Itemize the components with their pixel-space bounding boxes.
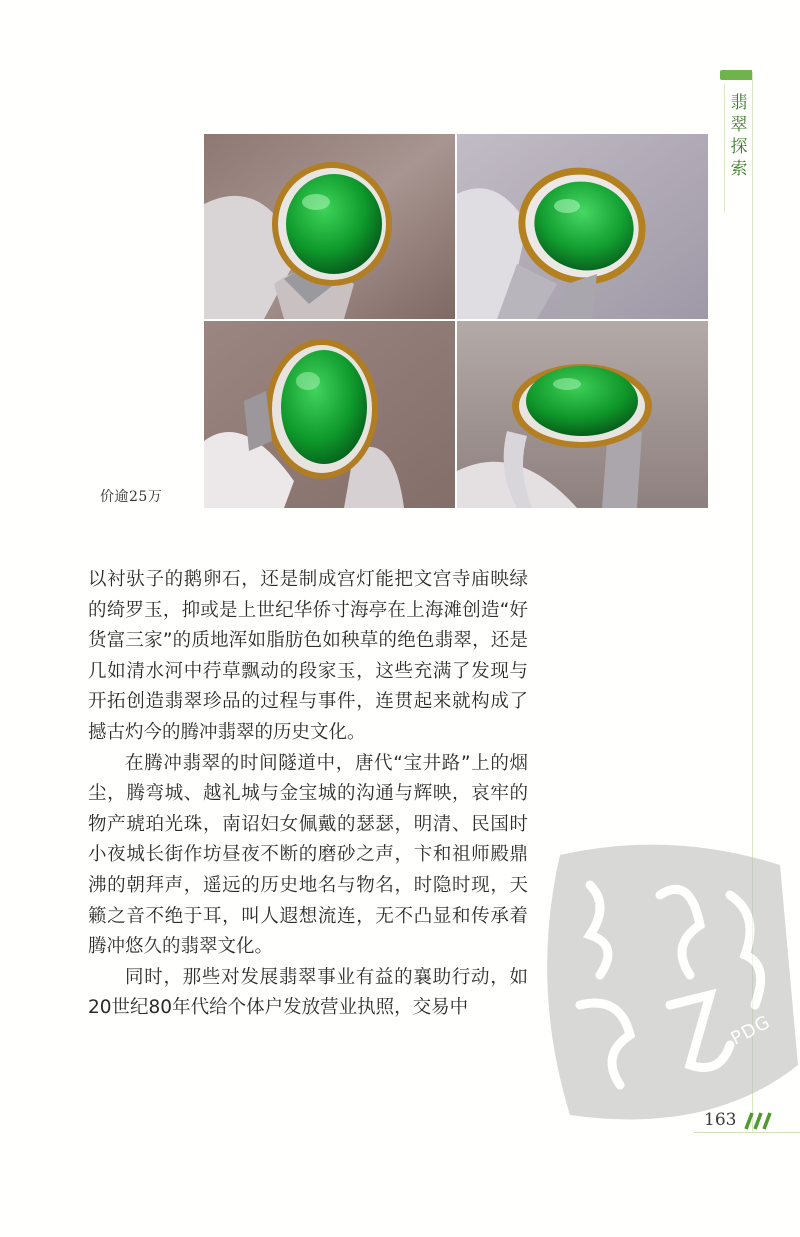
paragraph-3: 同时，那些对发展翡翠事业有益的襄助行动，如20世纪80年代给个体户发放营业执照，交易中 <box>88 966 528 1019</box>
jade-ring-photo-1 <box>204 134 455 319</box>
jade-ring-photo-4 <box>457 321 708 508</box>
body-text <box>88 565 528 1024</box>
section-tab-marker <box>720 70 752 80</box>
seal-stamp-watermark <box>530 835 800 1125</box>
footer-rule <box>694 1132 800 1133</box>
page-number: 163 <box>704 1110 737 1130</box>
jade-ring-photo-2 <box>457 134 708 319</box>
paragraph-2: 在腾冲翡翠的时间隧道中，唐代“宝井路”上的烟尘，腾弯城、越礼城与金宝城的沟通与辉映，哀牢的物产琥珀光珠，南诏妇女佩戴的瑟瑟，明清、民国时小夜城长街作坊昼夜不断的磨砂之声，卞和祖师殿鼎沸的朝拜声，遥远的历史地名与物名，时隐时现，天籁之音不绝于耳，叫人遐想流连，无不凸显和传承着腾冲悠久的翡翠文化。 <box>88 752 528 958</box>
jade-ring-photo-grid <box>204 134 706 506</box>
page-number-slashes <box>740 1112 774 1130</box>
figure-caption: 价逾25万 <box>100 489 163 505</box>
paragraph-1: 以衬驮子的鹅卵石，还是制成宫灯能把文宫寺庙映绿的绮罗玉，抑或是上世纪华侨寸海亭在上海滩创造“好货富三家”的质地浑如脂肪色如秧草的绝色翡翠，还是几如清水河中荇草飘动的段家玉，这些充满了发现与开拓创造翡翠珍品的过程与事件，连贯起来就构成了撼古灼今的腾冲翡翠的历史文化。 <box>88 569 528 743</box>
section-title: 翡翠探索 <box>730 93 748 179</box>
watermark-text: PDG <box>727 1011 775 1050</box>
jade-ring-photo-3 <box>204 321 455 508</box>
